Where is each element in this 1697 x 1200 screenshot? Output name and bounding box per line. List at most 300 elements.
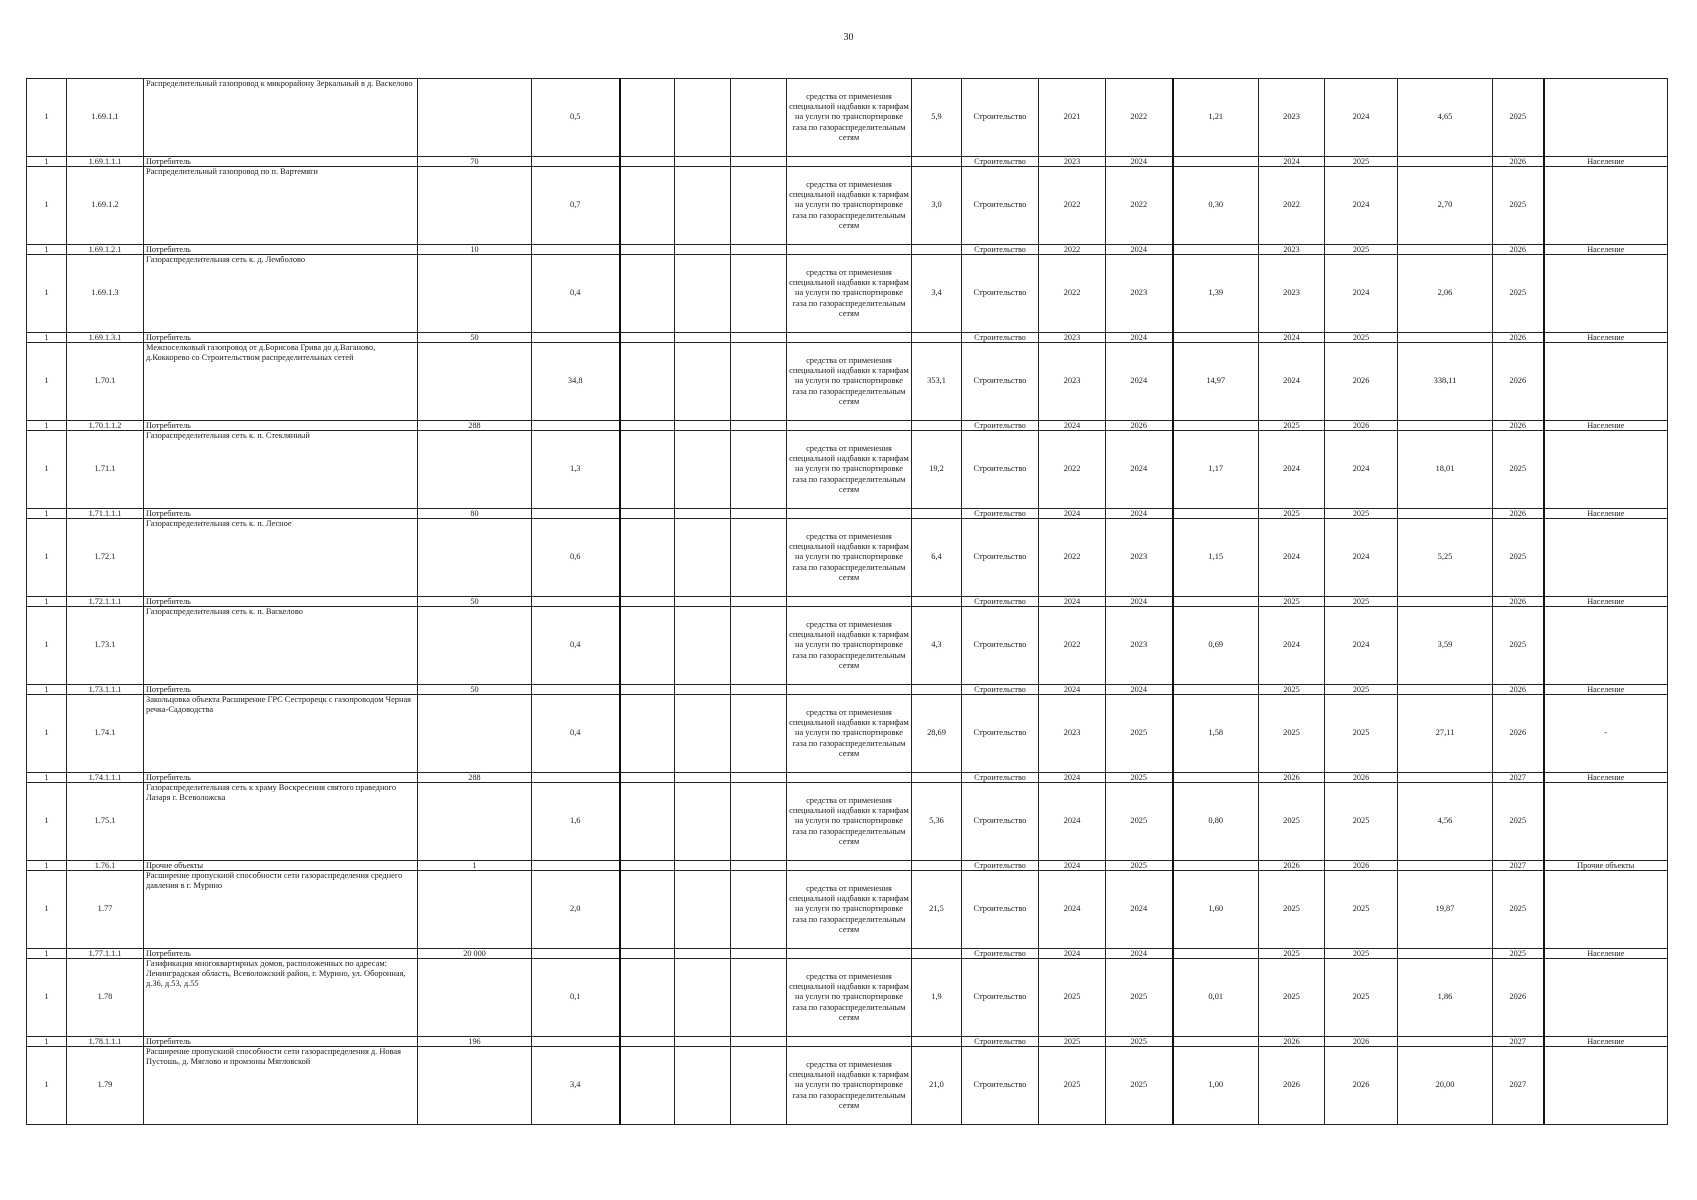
cell-commission-year: 2025 (1493, 167, 1544, 245)
cell-length (532, 949, 620, 959)
cell-length: 0,1 (532, 959, 620, 1037)
cell-group: 1 (27, 597, 67, 607)
cell-group: 1 (27, 959, 67, 1037)
cell-group: 1 (27, 607, 67, 685)
cell-blank-a (620, 167, 675, 245)
cell-work-type: Строительство (962, 773, 1039, 783)
cell-design-start: 2022 (1039, 519, 1106, 597)
cell-blank-a (620, 949, 675, 959)
cell-length (532, 597, 620, 607)
cell-blank-b (675, 421, 731, 431)
cell-code: 1.74.1.1.1 (67, 773, 144, 783)
cell-blank-c (731, 157, 787, 167)
cell-build-end: 2025 (1325, 157, 1398, 167)
cell-code: 1.74.1 (67, 695, 144, 773)
cell-funding-source (787, 773, 912, 783)
cell-object-name: Газораспределительная сеть к. п. Стеклянный (144, 431, 418, 509)
cell-cost (912, 1037, 962, 1047)
cell-length (532, 685, 620, 695)
cell-object-name: Потребитель (144, 597, 418, 607)
cell-design-start: 2024 (1039, 773, 1106, 783)
cell-blank-a (620, 959, 675, 1037)
cell-blank-c (731, 783, 787, 861)
cell-blank-b (675, 1047, 731, 1125)
cell-blank-a (620, 695, 675, 773)
cell-consumer-category: Население (1544, 773, 1668, 783)
cell-build-start: 2024 (1259, 343, 1325, 421)
cell-group: 1 (27, 773, 67, 783)
cell-build-start: 2023 (1259, 79, 1325, 157)
cell-design-cost: 14,97 (1173, 343, 1259, 421)
cell-funding-source: средства от применения специальной надбавки к тарифам на услуги по транспортировке газа по газораспределительным сетям (787, 343, 912, 421)
cell-blank-b (675, 343, 731, 421)
cell-code: 1.69.1.1.1 (67, 157, 144, 167)
cell-funding-source (787, 509, 912, 519)
table-row-object (27, 79, 1668, 157)
cell-cost (912, 333, 962, 343)
cell-funding-source: средства от применения специальной надбавки к тарифам на услуги по транспортировке газа по газораспределительным сетям (787, 871, 912, 949)
cell-build-start: 2023 (1259, 245, 1325, 255)
cell-design-end: 2024 (1106, 343, 1173, 421)
cell-blank-a (620, 519, 675, 597)
cell-code: 1.79 (67, 1047, 144, 1125)
cell-work-type: Строительство (962, 783, 1039, 861)
cell-commission-year: 2027 (1493, 1037, 1544, 1047)
cell-blank-b (675, 695, 731, 773)
cell-design-start: 2021 (1039, 79, 1106, 157)
cell-design-end: 2024 (1106, 597, 1173, 607)
cell-code: 1.78 (67, 959, 144, 1037)
cell-code: 1.76.1 (67, 861, 144, 871)
cell-blank-b (675, 333, 731, 343)
cell-code: 1.73.1.1.1 (67, 685, 144, 695)
cell-build-cost: 4,56 (1398, 783, 1493, 861)
cell-blank-c (731, 607, 787, 685)
cell-code: 1.70.1 (67, 343, 144, 421)
cell-object-name: Расширение пропускной способности сети газораспределения д. Новая Пустошь, д. Мяглово и промзоны Мягловской (144, 1047, 418, 1125)
cell-length (532, 245, 620, 255)
cell-group: 1 (27, 421, 67, 431)
cell-consumers (418, 79, 532, 157)
cell-build-cost (1398, 157, 1493, 167)
cell-group: 1 (27, 157, 67, 167)
cell-group: 1 (27, 167, 67, 245)
table-row-object (27, 607, 1668, 685)
cell-consumer-category: Население (1544, 509, 1668, 519)
cell-design-cost: 1,17 (1173, 431, 1259, 509)
cell-design-cost (1173, 949, 1259, 959)
cell-cost: 5,9 (912, 79, 962, 157)
cell-blank-a (620, 245, 675, 255)
table-row-consumer (27, 421, 1668, 431)
cell-build-end: 2025 (1325, 685, 1398, 695)
cell-blank-b (675, 79, 731, 157)
cell-blank-c (731, 509, 787, 519)
cell-commission-year: 2025 (1493, 79, 1544, 157)
cell-length: 0,6 (532, 519, 620, 597)
cell-funding-source: средства от применения специальной надбавки к тарифам на услуги по транспортировке газа по газораспределительным сетям (787, 519, 912, 597)
cell-consumer-category (1544, 783, 1668, 861)
cell-build-start: 2025 (1259, 685, 1325, 695)
cell-cost: 1,9 (912, 959, 962, 1037)
cell-group: 1 (27, 519, 67, 597)
cell-design-cost (1173, 509, 1259, 519)
cell-group: 1 (27, 431, 67, 509)
cell-blank-c (731, 343, 787, 421)
cell-consumer-category (1544, 519, 1668, 597)
cell-consumers: 70 (418, 157, 532, 167)
cell-code: 1.69.1.3 (67, 255, 144, 333)
cell-funding-source (787, 861, 912, 871)
table-row-consumer (27, 597, 1668, 607)
cell-group: 1 (27, 509, 67, 519)
cell-object-name: Потребитель (144, 949, 418, 959)
cell-cost: 21,5 (912, 871, 962, 949)
cell-funding-source (787, 597, 912, 607)
cell-commission-year: 2027 (1493, 773, 1544, 783)
cell-code: 1.72.1 (67, 519, 144, 597)
cell-consumer-category (1544, 79, 1668, 157)
cell-consumer-category: Население (1544, 685, 1668, 695)
cell-consumers: 20 000 (418, 949, 532, 959)
cell-build-cost: 4,65 (1398, 79, 1493, 157)
cell-blank-b (675, 1037, 731, 1047)
cell-build-end: 2025 (1325, 597, 1398, 607)
cell-funding-source (787, 421, 912, 431)
cell-work-type: Строительство (962, 79, 1039, 157)
cell-build-end: 2026 (1325, 861, 1398, 871)
cell-build-start: 2026 (1259, 1047, 1325, 1125)
cell-cost: 19,2 (912, 431, 962, 509)
cell-length (532, 1037, 620, 1047)
cell-cost (912, 509, 962, 519)
cell-consumers (418, 167, 532, 245)
cell-build-end: 2026 (1325, 421, 1398, 431)
cell-build-end: 2025 (1325, 695, 1398, 773)
cell-work-type: Строительство (962, 949, 1039, 959)
cell-object-name: Закольцовка объекта Расширение ГРС Сестрорецк с газопроводом Черная речка-Садоводства (144, 695, 418, 773)
cell-length: 1,6 (532, 783, 620, 861)
cell-object-name: Распределительный газопровод по п. Вартемяги (144, 167, 418, 245)
cell-design-start: 2022 (1039, 245, 1106, 255)
cell-consumer-category: Население (1544, 333, 1668, 343)
cell-consumers: 1 (418, 861, 532, 871)
cell-build-start: 2025 (1259, 871, 1325, 949)
cell-length (532, 333, 620, 343)
cell-build-cost: 18,01 (1398, 431, 1493, 509)
cell-build-cost (1398, 597, 1493, 607)
cell-funding-source (787, 949, 912, 959)
cell-blank-a (620, 255, 675, 333)
cell-build-start: 2026 (1259, 861, 1325, 871)
cell-blank-a (620, 431, 675, 509)
cell-blank-c (731, 861, 787, 871)
cell-object-name: Газораспределительная сеть к храму Воскресения святого праведного Лазаря г. Всеволожска (144, 783, 418, 861)
cell-work-type: Строительство (962, 509, 1039, 519)
table-row-object (27, 871, 1668, 949)
cell-blank-b (675, 509, 731, 519)
cell-consumer-category (1544, 1047, 1668, 1125)
cell-design-end: 2022 (1106, 79, 1173, 157)
cell-object-name: Прочие объекты (144, 861, 418, 871)
cell-build-start: 2025 (1259, 695, 1325, 773)
cell-build-cost (1398, 773, 1493, 783)
cell-consumers: 196 (418, 1037, 532, 1047)
cell-build-cost: 1,86 (1398, 959, 1493, 1037)
cell-design-end: 2024 (1106, 685, 1173, 695)
cell-consumer-category: Прочие объекты (1544, 861, 1668, 871)
cell-design-cost: 0,69 (1173, 607, 1259, 685)
cell-object-name: Потребитель (144, 773, 418, 783)
cell-build-end: 2026 (1325, 343, 1398, 421)
cell-code: 1.75.1 (67, 783, 144, 861)
cell-commission-year: 2025 (1493, 871, 1544, 949)
cell-work-type: Строительство (962, 607, 1039, 685)
cell-design-start: 2022 (1039, 167, 1106, 245)
cell-group: 1 (27, 343, 67, 421)
cell-code: 1.71.1.1.1 (67, 509, 144, 519)
cell-blank-c (731, 79, 787, 157)
cell-design-end: 2024 (1106, 431, 1173, 509)
cell-design-cost: 0,30 (1173, 167, 1259, 245)
cell-code: 1.69.1.1 (67, 79, 144, 157)
cell-blank-c (731, 519, 787, 597)
cell-design-start: 2023 (1039, 343, 1106, 421)
cell-length: 0,4 (532, 255, 620, 333)
cell-group: 1 (27, 245, 67, 255)
cell-design-start: 2024 (1039, 871, 1106, 949)
cell-work-type: Строительство (962, 519, 1039, 597)
cell-funding-source: средства от применения специальной надбавки к тарифам на услуги по транспортировке газа по газораспределительным сетям (787, 783, 912, 861)
cell-design-cost (1173, 333, 1259, 343)
cell-blank-a (620, 1047, 675, 1125)
cell-blank-a (620, 1037, 675, 1047)
cell-blank-b (675, 607, 731, 685)
cell-design-end: 2023 (1106, 519, 1173, 597)
cell-build-cost: 5,25 (1398, 519, 1493, 597)
table-row-object (27, 1047, 1668, 1125)
cell-build-start: 2026 (1259, 1037, 1325, 1047)
cell-work-type: Строительство (962, 245, 1039, 255)
cell-build-end: 2025 (1325, 949, 1398, 959)
cell-build-cost: 2,70 (1398, 167, 1493, 245)
cell-blank-c (731, 1047, 787, 1125)
cell-design-cost: 0,01 (1173, 959, 1259, 1037)
cell-blank-c (731, 871, 787, 949)
cell-design-end: 2026 (1106, 421, 1173, 431)
cell-object-name: Газификация многоквартирных домов, расположенных по адресам: Ленинградская область, Всеволожский район, г. Мурино, ул. Оборонная, д.36, д.53, д.55 (144, 959, 418, 1037)
cell-consumer-category: Население (1544, 157, 1668, 167)
cell-blank-b (675, 255, 731, 333)
cell-group: 1 (27, 333, 67, 343)
cell-code: 1.77.1.1.1 (67, 949, 144, 959)
cell-consumers (418, 1047, 532, 1125)
cell-consumer-category (1544, 167, 1668, 245)
cell-funding-source: средства от применения специальной надбавки к тарифам на услуги по транспортировке газа по газораспределительным сетям (787, 959, 912, 1037)
cell-blank-b (675, 167, 731, 245)
cell-design-end: 2024 (1106, 871, 1173, 949)
cell-build-start: 2025 (1259, 597, 1325, 607)
cell-consumers: 50 (418, 597, 532, 607)
cell-design-cost: 0,80 (1173, 783, 1259, 861)
cell-blank-c (731, 959, 787, 1037)
cell-code: 1.73.1 (67, 607, 144, 685)
cell-cost (912, 157, 962, 167)
cell-consumers (418, 255, 532, 333)
cell-build-end: 2025 (1325, 333, 1398, 343)
cell-code: 1.78.1.1.1 (67, 1037, 144, 1047)
cell-build-cost (1398, 1037, 1493, 1047)
cell-group: 1 (27, 1047, 67, 1125)
cell-design-cost: 1,39 (1173, 255, 1259, 333)
cell-group: 1 (27, 949, 67, 959)
cell-build-start: 2023 (1259, 255, 1325, 333)
cell-group: 1 (27, 255, 67, 333)
table-row-consumer (27, 245, 1668, 255)
cell-funding-source (787, 333, 912, 343)
cell-blank-b (675, 245, 731, 255)
cell-length: 34,8 (532, 343, 620, 421)
table-row-consumer (27, 157, 1668, 167)
cell-design-cost: 1,15 (1173, 519, 1259, 597)
cell-consumer-category (1544, 343, 1668, 421)
cell-blank-c (731, 431, 787, 509)
cell-build-end: 2025 (1325, 245, 1398, 255)
cell-commission-year: 2025 (1493, 949, 1544, 959)
cell-design-end: 2025 (1106, 1047, 1173, 1125)
cell-build-cost (1398, 685, 1493, 695)
cell-design-cost (1173, 685, 1259, 695)
cell-consumers (418, 871, 532, 949)
cell-blank-b (675, 519, 731, 597)
cell-group: 1 (27, 1037, 67, 1047)
cell-design-end: 2025 (1106, 1037, 1173, 1047)
cell-length: 1,3 (532, 431, 620, 509)
cell-commission-year: 2026 (1493, 245, 1544, 255)
cell-build-end: 2025 (1325, 783, 1398, 861)
cell-consumer-category (1544, 959, 1668, 1037)
cell-design-end: 2024 (1106, 333, 1173, 343)
cell-build-cost (1398, 421, 1493, 431)
cell-blank-b (675, 871, 731, 949)
cell-commission-year: 2026 (1493, 343, 1544, 421)
table-row-object (27, 959, 1668, 1037)
cell-cost: 3,4 (912, 255, 962, 333)
cell-design-start: 2022 (1039, 431, 1106, 509)
cell-object-name: Газораспределительная сеть к. д. Лемболово (144, 255, 418, 333)
cell-blank-b (675, 431, 731, 509)
cell-consumer-category: Население (1544, 1037, 1668, 1047)
cell-funding-source: средства от применения специальной надбавки к тарифам на услуги по транспортировке газа по газораспределительным сетям (787, 255, 912, 333)
cell-consumer-category: - (1544, 695, 1668, 773)
cell-build-end: 2025 (1325, 959, 1398, 1037)
cell-blank-b (675, 597, 731, 607)
cell-design-end: 2023 (1106, 255, 1173, 333)
cell-funding-source: средства от применения специальной надбавки к тарифам на услуги по транспортировке газа по газораспределительным сетям (787, 79, 912, 157)
cell-build-end: 2024 (1325, 167, 1398, 245)
cell-design-end: 2024 (1106, 157, 1173, 167)
cell-work-type: Строительство (962, 1047, 1039, 1125)
table-row-consumer (27, 509, 1668, 519)
cell-consumers: 50 (418, 685, 532, 695)
cell-commission-year: 2026 (1493, 959, 1544, 1037)
table-row-object (27, 255, 1668, 333)
cell-cost: 21,0 (912, 1047, 962, 1125)
cell-object-name: Потребитель (144, 509, 418, 519)
cell-work-type: Строительство (962, 333, 1039, 343)
cell-build-start: 2026 (1259, 773, 1325, 783)
cell-design-end: 2025 (1106, 773, 1173, 783)
cell-work-type: Строительство (962, 421, 1039, 431)
cell-blank-b (675, 949, 731, 959)
cell-cost (912, 685, 962, 695)
cell-blank-a (620, 509, 675, 519)
cell-blank-a (620, 157, 675, 167)
cell-code: 1.77 (67, 871, 144, 949)
cell-design-start: 2023 (1039, 695, 1106, 773)
cell-blank-c (731, 949, 787, 959)
cell-object-name: Газораспределительная сеть к. п. Васкелово (144, 607, 418, 685)
cell-commission-year: 2026 (1493, 597, 1544, 607)
cell-build-cost: 338,11 (1398, 343, 1493, 421)
cell-consumers: 288 (418, 773, 532, 783)
cell-code: 1.69.1.2.1 (67, 245, 144, 255)
cell-build-start: 2025 (1259, 949, 1325, 959)
cell-work-type: Строительство (962, 1037, 1039, 1047)
table-row-consumer (27, 949, 1668, 959)
cell-commission-year: 2026 (1493, 509, 1544, 519)
cell-blank-c (731, 773, 787, 783)
cell-consumers (418, 607, 532, 685)
cell-commission-year: 2026 (1493, 157, 1544, 167)
cell-blank-c (731, 597, 787, 607)
cell-design-end: 2022 (1106, 167, 1173, 245)
cell-object-name: Потребитель (144, 245, 418, 255)
cell-object-name: Газораспределительная сеть к. п. Лесное (144, 519, 418, 597)
cell-build-start: 2024 (1259, 431, 1325, 509)
cell-design-cost (1173, 773, 1259, 783)
cell-cost: 28,69 (912, 695, 962, 773)
table-row-consumer (27, 773, 1668, 783)
cell-build-start: 2024 (1259, 607, 1325, 685)
cell-funding-source: средства от применения специальной надбавки к тарифам на услуги по транспортировке газа по газораспределительным сетям (787, 1047, 912, 1125)
cell-commission-year: 2025 (1493, 519, 1544, 597)
cell-consumer-category (1544, 255, 1668, 333)
cell-cost: 6,4 (912, 519, 962, 597)
cell-commission-year: 2025 (1493, 431, 1544, 509)
cell-consumer-category: Население (1544, 597, 1668, 607)
cell-consumers (418, 783, 532, 861)
cell-blank-a (620, 343, 675, 421)
cell-object-name: Потребитель (144, 333, 418, 343)
cell-design-end: 2024 (1106, 509, 1173, 519)
cell-commission-year: 2025 (1493, 783, 1544, 861)
cell-build-end: 2026 (1325, 1047, 1398, 1125)
cell-length (532, 773, 620, 783)
cell-build-end: 2024 (1325, 607, 1398, 685)
cell-length (532, 861, 620, 871)
cell-design-start: 2022 (1039, 607, 1106, 685)
cell-design-start: 2024 (1039, 509, 1106, 519)
cell-build-end: 2024 (1325, 519, 1398, 597)
cell-length: 0,4 (532, 607, 620, 685)
cell-design-end: 2024 (1106, 245, 1173, 255)
cell-work-type: Строительство (962, 157, 1039, 167)
cell-cost: 3,0 (912, 167, 962, 245)
cell-group: 1 (27, 871, 67, 949)
cell-design-start: 2024 (1039, 783, 1106, 861)
cell-commission-year: 2026 (1493, 333, 1544, 343)
